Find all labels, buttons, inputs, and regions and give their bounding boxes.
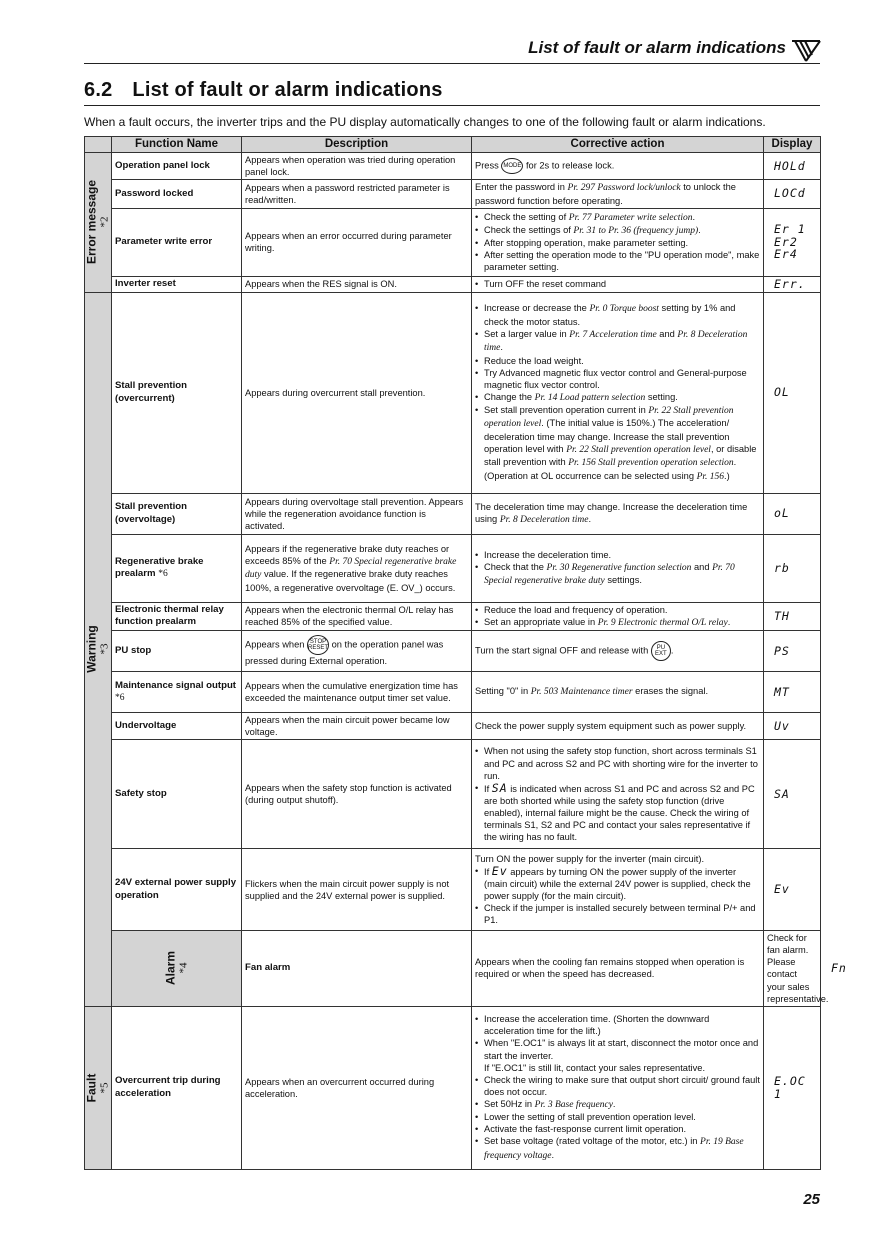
list-item: • Check if the jumper is installed securely between terminal P/+ and P1.: [484, 902, 760, 926]
list-item: • Reduce the load and frequency of operation.: [484, 604, 760, 616]
list-item: • Activate the fast-response current limit operation.: [484, 1123, 760, 1135]
function-name: PU stop: [112, 631, 242, 672]
list-item: • Increase or decrease the Pr. 0 Torque boost setting by 1% and check the motor status.: [484, 302, 760, 327]
corrective-action: [472, 740, 764, 849]
section-rule: [84, 105, 820, 106]
table-row: [85, 631, 821, 672]
table-row: [85, 208, 821, 276]
function-name: 24V external power supply operation: [112, 849, 242, 931]
list-item: • After setting the operation mode to the "PU operation mode", make parameter setting.: [484, 249, 760, 273]
header-function-name: Function Name: [112, 137, 242, 153]
group-alarm: Alarm *4: [112, 931, 242, 1006]
list-item: • Lower the setting of stall prevention operation level.: [484, 1111, 760, 1123]
list-item: • Check the setting of Pr. 77 Parameter write selection.: [484, 211, 760, 224]
table-row: [85, 153, 821, 180]
function-name: Parameter write error: [112, 208, 242, 276]
description: Appears when the cooling fan remains stopped when operation is required or when the speed has decreased.: [472, 931, 764, 1006]
list-item: • Increase the deceleration time.: [484, 549, 760, 561]
display-code: Err.: [764, 276, 821, 292]
corrective-action: Turn the start signal OFF and release with PU EXT .: [472, 631, 764, 672]
table-row: [85, 713, 821, 740]
corrective-action: Turn ON the power supply for the inverter (main circuit). • If Ev appears by turning ON the power supply of the inverter (main circuit) while the external 24V power is supplied, check the power supply (for the main circuit). • Check if the jumper is installed securely between terminal P/+ and P1.: [472, 849, 764, 931]
description: Appears when STOP RESET on the operation panel was pressed during External operation.: [242, 631, 472, 672]
display-code: rb: [764, 534, 821, 602]
function-name: Fan alarm: [242, 931, 472, 1006]
list-item: • Check the wiring to make sure that output short circuit/ ground fault does not occur.: [484, 1074, 760, 1098]
display-code: Ev: [764, 849, 821, 931]
intro-paragraph: When a fault occurs, the inverter trips and the PU display automatically changes to one of the following fault or alarm indications.: [84, 115, 766, 129]
table-header-row: [85, 137, 821, 153]
header-spacer: [85, 137, 112, 153]
table-row: [85, 534, 821, 602]
list-item: • Check the settings of Pr. 31 to Pr. 36 (frequency jump).: [484, 224, 760, 237]
table-row: Alarm *4 Fan alarm Appears when the cooling fan remains stopped when operation is required or when the speed has decreased. Check for fan alarm. Please contact your sales representative. Fn: [85, 931, 821, 1006]
list-item: • Change the Pr. 14 Load pattern selection setting.: [484, 391, 760, 404]
list-item: • When "E.OC1" is always lit at start, disconnect the motor once and start the inverter. If "E.OC1" is still lit, contact your sales representative.: [484, 1037, 760, 1073]
display-code: PS: [764, 631, 821, 672]
mode-key-icon: MODE: [501, 158, 523, 174]
list-item: • When not using the safety stop function, short across terminals S1 and PC and across S2 and PC with shorting wire for the inverter to run.: [484, 745, 760, 781]
function-name: Undervoltage: [112, 713, 242, 740]
function-name: Stall prevention (overcurrent): [112, 292, 242, 493]
list-item: • Set stall prevention operation current in Pr. 22 Stall prevention operation level. (The initial value is 150%.) The acceleration/ deceleration time may change. Increase the stall prevention operation level with Pr. 22 Stall prevention operation level, or disable stall prevention with Pr. 156 Stall prevention operation selection. (Operation at OL occurrence can be selected using Pr. 156.): [484, 404, 760, 483]
table-row: [85, 602, 821, 630]
description: Appears when an error occurred during parameter writing.: [242, 208, 472, 276]
corrective-action: [472, 292, 764, 493]
chapter-logo-icon: [791, 38, 821, 64]
section-heading: 6.2 List of fault or alarm indications: [84, 79, 443, 101]
table-row: [85, 849, 821, 931]
corrective-action: [472, 1006, 764, 1169]
corrective-action: Setting "0" in Pr. 503 Maintenance timer erases the signal.: [472, 672, 764, 713]
list-item: • Reduce the load weight.: [484, 355, 760, 367]
corrective-action: Check for fan alarm. Please contact your sales representative.: [764, 931, 821, 1006]
corrective-action: [472, 208, 764, 276]
description: Appears if the regenerative brake duty reaches or exceeds 85% of the Pr. 70 Special regenerative brake duty value. If the regenerative brake duty reaches 100%, a regenerative overvoltage (E. OV_) occurs.: [242, 534, 472, 602]
table-row: [85, 180, 821, 208]
table-row: [85, 276, 821, 292]
description: Appears when an overcurrent occurred during acceleration.: [242, 1006, 472, 1169]
list-item: • Try Advanced magnetic flux vector control and General-purpose magnetic flux vector control.: [484, 367, 760, 391]
display-code: MT: [764, 672, 821, 713]
list-item: • If SA is indicated when across S1 and PC and across S2 and PC are both shorted while using the safety stop function (drive enabled), internal failure might be the cause. Check the wiring of terminals S1, S2 and PC and contact your sales representative if the wiring has no fault.: [484, 782, 760, 843]
table-row: [85, 740, 821, 849]
pu-ext-key-icon: PU EXT: [651, 641, 671, 661]
function-name: Password locked: [112, 180, 242, 208]
stop-reset-key-icon: STOP RESET: [307, 635, 329, 655]
description: Appears when a password restricted parameter is read/written.: [242, 180, 472, 208]
corrective-action: [472, 276, 764, 292]
description: Appears when operation was tried during operation panel lock.: [242, 153, 472, 180]
description: Appears when the RES signal is ON.: [242, 276, 472, 292]
table-row: [85, 672, 821, 713]
function-name: Inverter reset: [112, 276, 242, 292]
function-name: Overcurrent trip during acceleration: [112, 1006, 242, 1169]
corrective-action: Enter the password in Pr. 297 Password lock/unlock to unlock the password function before operating.: [472, 180, 764, 208]
list-item: • Set 50Hz in Pr. 3 Base frequency.: [484, 1098, 760, 1111]
group-warning: Warning *3: [85, 292, 112, 1006]
group-error-message: Error message *2: [85, 153, 112, 293]
description: Appears when the safety stop function is activated (during output shutoff).: [242, 740, 472, 849]
list-item: • Increase the acceleration time. (Shorten the downward acceleration time for the lift.): [484, 1013, 760, 1037]
display-code: Uv: [764, 713, 821, 740]
list-item: • Check that the Pr. 30 Regenerative function selection and Pr. 70 Special regenerative brake duty settings.: [484, 561, 760, 588]
list-item: • Set an appropriate value in Pr. 9 Electronic thermal O/L relay.: [484, 616, 760, 629]
display-code: OL: [764, 292, 821, 493]
function-name: Electronic thermal relay function prealarm: [112, 602, 242, 630]
function-name: Regenerative brake prealarm *6: [112, 534, 242, 602]
table-row: [85, 1006, 821, 1169]
description: Flickers when the main circuit power supply is not supplied and the 24V external power is supplied.: [242, 849, 472, 931]
display-code: LOCd: [764, 180, 821, 208]
display-code: E.OC 1: [764, 1006, 821, 1169]
table-row: [85, 292, 821, 493]
display-code: SA: [764, 740, 821, 849]
description: Appears during overcurrent stall prevention.: [242, 292, 472, 493]
list-item: • Set a larger value in Pr. 7 Acceleration time and Pr. 8 Deceleration time.: [484, 328, 760, 355]
description: Appears when the electronic thermal O/L relay has reached 85% of the specified value.: [242, 602, 472, 630]
corrective-action: Press MODE for 2s to release lock.: [472, 153, 764, 180]
table-row: [85, 493, 821, 534]
corrective-action: [472, 534, 764, 602]
group-fault: Fault *5: [85, 1006, 112, 1169]
page-number: 25: [803, 1191, 820, 1208]
function-name: Safety stop: [112, 740, 242, 849]
running-title: List of fault or alarm indications: [528, 38, 786, 57]
description: Appears when the main circuit power became low voltage.: [242, 713, 472, 740]
fault-alarm-table: [84, 136, 847, 1170]
list-item: • Turn OFF the reset command: [484, 278, 760, 290]
display-code: Er 1 Er2 Er4: [764, 208, 821, 276]
function-name: Operation panel lock: [112, 153, 242, 180]
description: Appears during overvoltage stall prevention. Appears while the regeneration avoidance function is activated.: [242, 493, 472, 534]
list-item: • If Ev appears by turning ON the power supply of the inverter (main circuit) while the external 24V power is supplied, check the power supply (for the main circuit).: [484, 865, 760, 902]
display-code: HOLd: [764, 153, 821, 180]
header-rule: [84, 63, 820, 64]
list-item: • After stopping operation, make parameter setting.: [484, 237, 760, 249]
header-display: Display: [764, 137, 821, 153]
description: Appears when the cumulative energization time has exceeded the maintenance output timer set value.: [242, 672, 472, 713]
corrective-action: [472, 602, 764, 630]
display-code: oL: [764, 493, 821, 534]
list-item: • Set base voltage (rated voltage of the motor, etc.) in Pr. 19 Base frequency voltage.: [484, 1135, 760, 1162]
function-name: Stall prevention (overvoltage): [112, 493, 242, 534]
function-name: Maintenance signal output *6: [112, 672, 242, 713]
display-code: TH: [764, 602, 821, 630]
corrective-action: The deceleration time may change. Increase the deceleration time using Pr. 8 Deceleration time.: [472, 493, 764, 534]
header-corrective-action: Corrective action: [472, 137, 764, 153]
corrective-action: Check the power supply system equipment such as power supply.: [472, 713, 764, 740]
header-description: Description: [242, 137, 472, 153]
